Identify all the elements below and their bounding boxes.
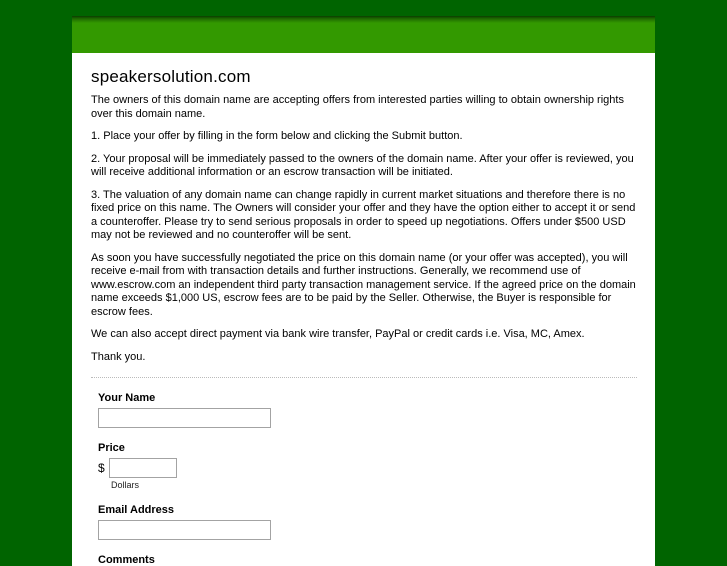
instruction-paragraph-1: 1. Place your offer by filling in the form below and clicking the Submit button. xyxy=(91,130,463,142)
content-area xyxy=(72,53,655,566)
email-label: Email Address xyxy=(98,504,175,516)
divider xyxy=(91,377,637,378)
name-input[interactable] xyxy=(98,408,271,428)
name-label: Your Name xyxy=(98,392,156,404)
instruction-paragraph-2: 2. Your proposal will be immediately passed to the owners of the domain name. After your offer is reviewed, you will receive additional information or an escrow transaction will be initiated. xyxy=(91,152,634,178)
price-unit-label: Dollars xyxy=(111,480,140,490)
price-row xyxy=(98,458,637,478)
payment-methods-paragraph: We can also accept direct payment via bank wire transfer, PayPal or credit cards i.e. Visa, MC, Amex. xyxy=(91,328,585,340)
name-field-group xyxy=(98,392,637,428)
comments-label: Comments xyxy=(98,554,155,566)
page-title: speakersolution.com xyxy=(91,67,251,86)
comments-field-group xyxy=(98,554,637,566)
price-label: Price xyxy=(98,442,125,454)
price-input[interactable] xyxy=(109,458,177,478)
instruction-paragraph-3: 3. The valuation of any domain name can change rapidly in current market situations and therefore there is no fixed price on this name. The Owners will consider your offer and they have the option either to accept it or send a counteroffer. Please try to send serious proposals in order to speed up negotiations. Offers under $500 USD may not be reviewed and no counteroffer will be sent. xyxy=(91,188,636,241)
intro-paragraph: The owners of this domain name are accepting offers from interested parties willing to obtain ownership rights over this domain name. xyxy=(91,94,624,120)
header-bar xyxy=(72,16,655,53)
page-container xyxy=(72,16,655,566)
thank-you-paragraph: Thank you. xyxy=(91,350,146,363)
escrow-paragraph: As soon you have successfully negotiated the price on this domain name (or your offer was accepted), you will receive e-mail from with transaction details and further instructions. Generally, we recommend use of www.escrow.com an independent third party transaction management service. If the agreed price on the domain name exceeds $1,000 US, escrow fees are to be paid by the Seller. Otherwise, the Buyer is responsible for escrow fees. xyxy=(91,251,636,318)
email-field-group xyxy=(98,504,637,540)
email-input[interactable] xyxy=(98,520,271,540)
price-field-group xyxy=(98,442,637,490)
dollar-sign: $ xyxy=(98,461,105,475)
offer-form xyxy=(98,392,637,566)
